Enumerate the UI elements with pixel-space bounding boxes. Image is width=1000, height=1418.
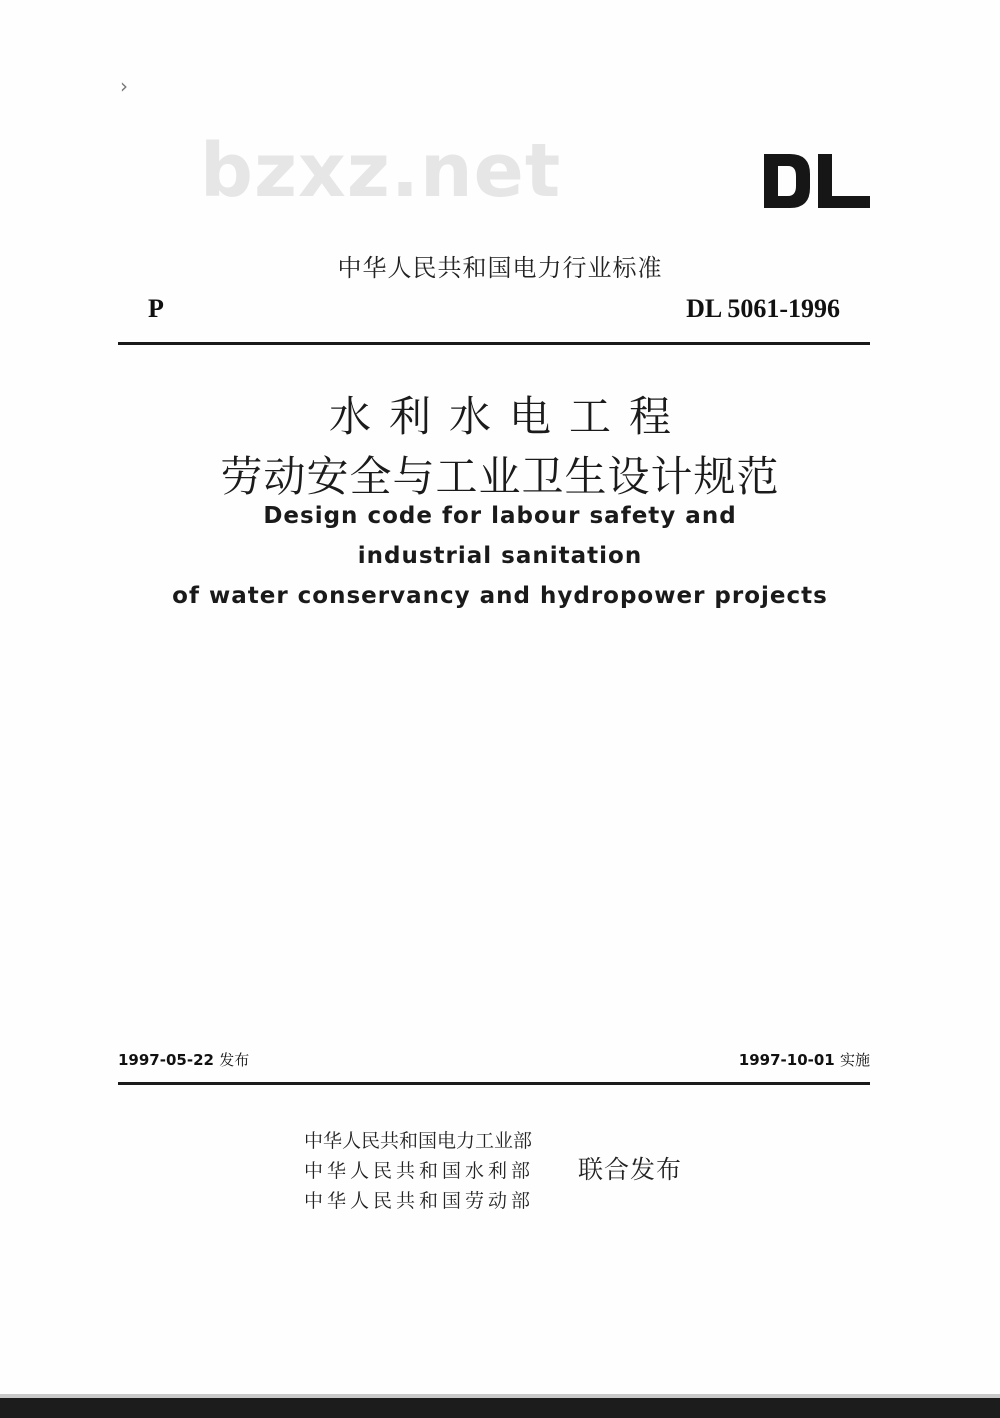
joint-publish-label: 联合发布 bbox=[578, 1155, 683, 1184]
implementation-date-value: 1997-10-01 bbox=[738, 1051, 835, 1069]
header-divider bbox=[118, 342, 870, 345]
footer-divider bbox=[118, 1082, 870, 1085]
chevron-right-icon[interactable]: › bbox=[120, 74, 128, 98]
implementation-date bbox=[739, 1049, 870, 1070]
publisher-item: 中华人民共和国电力工业部 bbox=[304, 1130, 533, 1152]
classification-code: P bbox=[148, 294, 164, 323]
title-cn-line-1: 水利水电工程 bbox=[328, 392, 689, 441]
publisher-item: 中华人民共和国水利部 bbox=[304, 1160, 535, 1182]
page-bottom-bar bbox=[0, 1398, 1000, 1418]
issue-date-value: 1997-05-22 bbox=[118, 1051, 214, 1069]
publisher-item: 中华人民共和国劳动部 bbox=[304, 1190, 535, 1212]
title-en-line-2: industrial sanitation bbox=[357, 543, 643, 569]
title-cn-line-2: 劳动安全与工业卫生设计规范 bbox=[220, 452, 780, 501]
issue-date-label: 发布 bbox=[219, 1051, 250, 1069]
implementation-date-label: 实施 bbox=[839, 1051, 870, 1069]
title-en-line-3: of water conservancy and hydropower projects bbox=[172, 583, 828, 609]
title-en-line-1: Design code for labour safety and bbox=[263, 503, 737, 529]
standard-category: 中华人民共和国电力行业标准 bbox=[337, 254, 663, 282]
dl-logo bbox=[760, 152, 872, 210]
standard-number: DL 5061-1996 bbox=[686, 294, 840, 323]
watermark: bzxz.net bbox=[200, 128, 562, 214]
issue-date bbox=[118, 1049, 249, 1070]
